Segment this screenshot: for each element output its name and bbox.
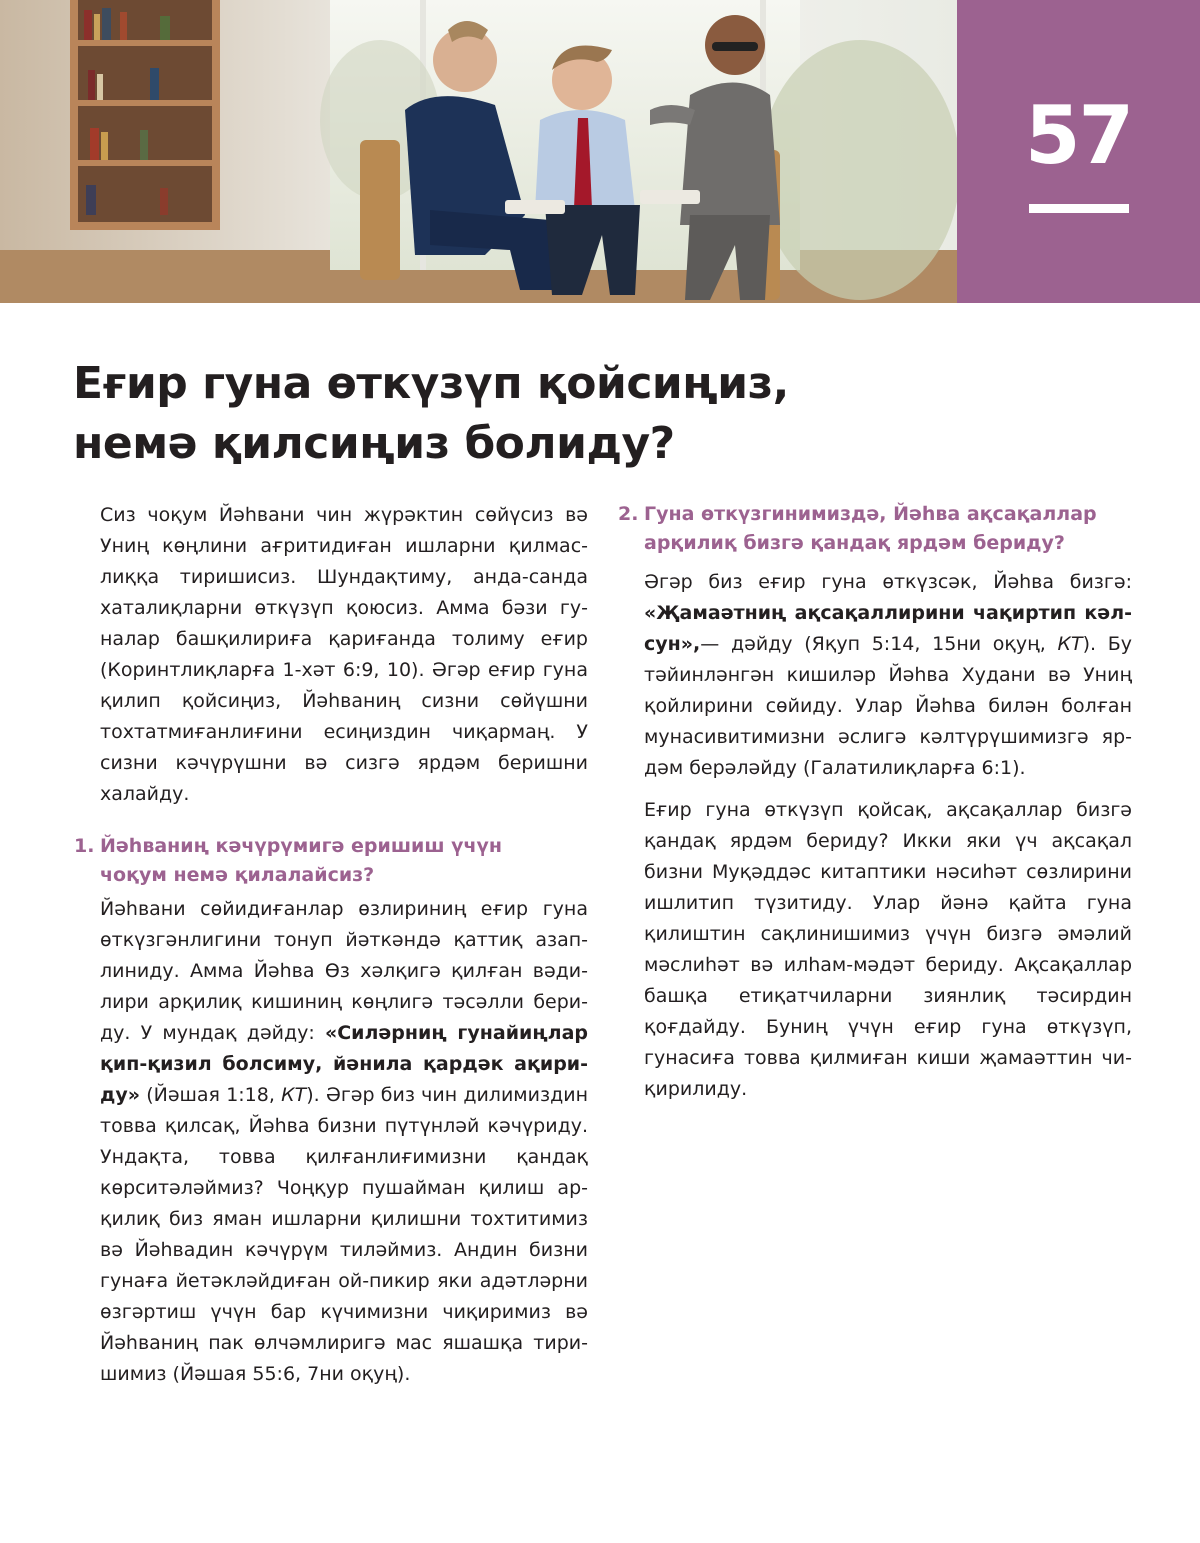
right-column [618, 500, 1132, 1116]
s1-text-a: Йәһвани сөйидиғанлар өзлириниң еғир гуна өткүзгәнлигини тонуп йәткәндә қаттиқ азаплиниду. Амма Йәһва Өз хәлқигә қилған вәдилири арқилиқ кишиниң көңлигә тәсәлли бериду. У мундақ дәйду: [100, 898, 588, 1044]
question-1-line2: чоқум немә қилалайсиз? [100, 864, 375, 886]
section-2-paragraph-1 [644, 567, 1132, 784]
question-1-heading [74, 832, 588, 890]
s2-ref-open: — дәйду (Яқуп 5:14, 15ни оқуң, [700, 633, 1058, 655]
s1-ref-open: (Йәшая 1:18, [140, 1084, 282, 1106]
page-title [73, 354, 1133, 474]
s1-text-b: ). Әгәр биз чин дилимиздин товва қилсақ, Йәһва бизни пүтүнләй кәчүриду. Ундақта, товва қилғанлиғимизни қандақ көрситәләймиз? Чоңқур пушайман қилиш арқилиқ биз яман ишларни қилишни тохтитимиз вә Йәһвадин кәчүрүм тиләймиз. Андин бизни гунаға йетәкләйдиған ой-пикир яки адәтләрни өзгәртиш үчүн бар күчимизни чиқиримиз вә Йәһваниң пак өлчәмлиригә мас яшашқа тиришимиз (Йәшая 55:6, 7ни оқуң). [100, 1084, 588, 1385]
s2-scripture-quote: «Җамаәтниң ақсақаллирини чақиртип кәлсун», [644, 602, 1132, 655]
lesson-number-box [957, 0, 1200, 303]
question-2-heading [618, 500, 1132, 558]
bookshelf [70, 0, 220, 230]
s2-text-b: ). Бу тәйинләнгән кишиләр Йәһва Худани вә Униң қойлирини сөйиду. Улар Йәһва билән болған мунасивитимизни әслигә кәлтүрүшимизгә ярдәм берәләйду (Галатилиқларға 6:1). [644, 633, 1133, 779]
page-title-line2: немә қилсиңиз болиду? [73, 418, 675, 469]
section-2-paragraph-2: Еғир гуна өткүзүп қойсақ, ақсақаллар бизгә қандақ ярдәм бериду? Икки яки үч ақсақал бизни Муқәддәс китаптики нәсиһәт сөзлирини ишлитип түзитиду. Улар йәнә қайта гуна қилиштин сақлинишимиз үчүн бизгә әмәлий мәслиһәт вә илһам-мәдәт бериду. Ақсақаллар башқа етиқатчиларни зиянлиқ тәсирдин қоғдайду. Буниң үчүн еғир гуна өткүзүп, гунасиға товва қилмиған киши җамаәттин чиқирилиду. [644, 799, 1132, 1100]
question-2-line2: арқилиқ бизгә қандақ ярдәм бериду? [644, 532, 1065, 554]
question-2-number: 2. [618, 503, 639, 525]
section-1-paragraph [100, 894, 588, 1390]
question-1-number: 1. [74, 835, 95, 857]
header-photo [0, 0, 957, 303]
s2-ref-kt: КТ [1057, 633, 1083, 655]
s1-scripture-quote: «Силәрниң гунайиңлар қип-қизил болсиму, йәнила қардәк ақириду» [100, 1022, 588, 1106]
left-column [74, 500, 588, 1400]
question-2-line1: Гуна өткүзгинимиздә, Йәһва ақсақаллар [644, 503, 1097, 525]
page-title-line1: Еғир гуна өткүзүп қойсиңиз, [73, 358, 789, 409]
s2-text-a: Әгәр биз еғир гуна өткүзсәк, Йәһва бизгә: [644, 571, 1132, 593]
photo-three-men-talking [0, 0, 957, 303]
lesson-number: 57 [1024, 89, 1133, 182]
s1-ref-kt: КТ [281, 1084, 307, 1106]
question-1-line1: Йәһваниң кәчүрүмигә еришиш үчүн [100, 835, 503, 857]
lesson-number-underline [1029, 204, 1129, 213]
intro-paragraph: Сиз чоқум Йәһвани чин жүрәктин сөйүсиз вә Униң көңлини ағритидиған ишларни қилмаслиққа тиришисиз. Шундақтиму, анда-санда хаталиқларни өткүзүп қоюсиз. Амма бәзи гуналар башқилириға қариғанда толиму еғир (Коринтлиқларға 1-хәт 6:9, 10). Әгәр еғир гуна қилип қойсиңиз, Йәһваниң сизни сөйүшни тохтатмиғанлиғини есиңиздин чиқармаң. У сизни кәчүрүшни вә сизгә ярдәм беришни халайду. [100, 504, 588, 805]
